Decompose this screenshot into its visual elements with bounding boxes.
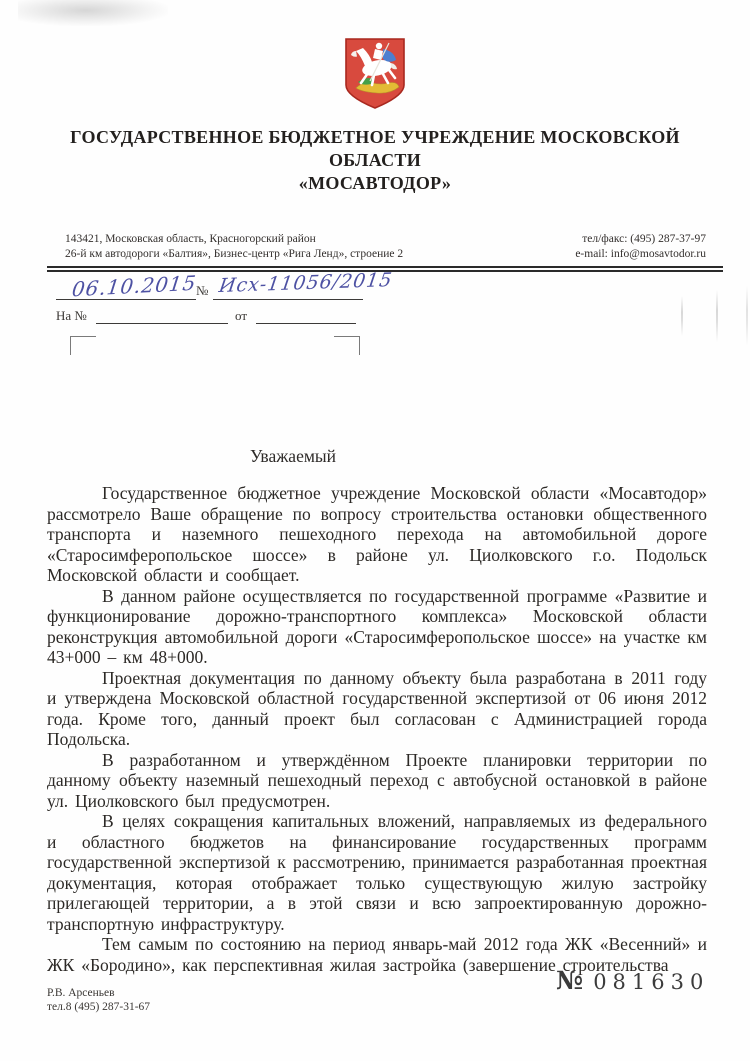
org-email: e-mail: info@mosavtodor.ru — [575, 248, 706, 260]
number-field-line — [213, 299, 363, 300]
org-address-line2: 26-й км автодороги «Балтия», Бизнес-центр «Рига Ленд», строение 2 — [65, 248, 404, 260]
paragraph-5: В целях сокращения капитальных вложений, направляемых из федерального и областного бюджетов на финансирование государственных программ государственной экспертизой к рассмотрению, принимается разработанная проектная документация, которая отображает только существующую жилую застройку прилегающей территории, а в этой связи и всю запроектированную дорожно-транспортную инфраструктуру. — [47, 811, 707, 934]
organization-title-line1: ГОСУДАРСТВЕННОЕ БЮДЖЕТНОЕ УЧРЕЖДЕНИЕ МОСКОВСКОЙ ОБЛАСТИ — [70, 127, 680, 170]
reply-to-number-label: На № — [56, 308, 87, 323]
executor-block — [47, 986, 150, 1014]
stamp-number-sign: № — [556, 966, 586, 995]
paragraph-6: Тем самым по состоянию на период январь-май 2012 года ЖК «Весенний» и ЖК «Бородино», как перспективная жилая застройка (завершение строительства — [47, 934, 707, 975]
date-field-line — [56, 299, 196, 300]
addressee-corner-mark-left — [70, 336, 96, 355]
paragraph-1: Государственное бюджетное учреждение Московской области «Мосавтодор» рассмотрело Ваше обращение по вопросу строительства остановки общественного транспорта и наземного пешеходного перехода на автомобильной дороге «Старосимферопольское шоссе» в районе ул. Циолковского г.о. Подольск Московской области и сообщает. — [47, 483, 707, 585]
number-sign-label: № — [196, 283, 209, 298]
paragraph-4: В разработанном и утверждённом Проекте планировки территории по данному объекту наземный пешеходный переход с автобусной остановкой в районе ул. Циолковского был предусмотрен. — [47, 749, 707, 811]
scan-smudge-artifact — [18, 0, 168, 26]
letter-body — [47, 483, 707, 975]
paragraph-2: В данном районе осуществляется по государственной программе «Развитие и функционирование дорожно-транспортного комплекса» Московской области реконструкция автомобильной дороги «Старосимферопольское шоссе» на участке км 43+000 – км 48+000. — [47, 585, 707, 667]
executor-phone: тел.8 (495) 287-31-67 — [47, 1001, 151, 1013]
reply-number-field-line — [96, 323, 228, 324]
reply-from-label: от — [235, 308, 248, 323]
executor-name: Р.В. Арсеньев — [47, 987, 115, 999]
handwritten-date: 06.10.2015 — [70, 270, 198, 302]
paragraph-3: Проектная документация по данному объекту была разработана в 2011 году и утверждена Московской областной государственной экспертизой от 06 июня 2012 года. Кроме того, данный проект был согласован с Администрацией города Подольска. — [47, 667, 707, 749]
organization-title — [25, 126, 725, 195]
registration-stamp-number — [556, 966, 709, 995]
salutation: Уважаемый — [250, 446, 337, 466]
org-address-block — [65, 232, 465, 262]
handwritten-outgoing-number: Исх-11056/2015 — [217, 268, 395, 298]
reply-date-field-line — [256, 323, 356, 324]
org-phone: тел/факс: (495) 287-37-97 — [582, 233, 706, 245]
scan-line-artifact — [716, 290, 718, 342]
scan-line-artifact — [746, 286, 748, 346]
moscow-oblast-coat-of-arms-icon — [343, 37, 407, 110]
addressee-corner-mark-right — [334, 336, 360, 355]
organization-title-line2: «МОСАВТОДОР» — [298, 173, 452, 193]
scan-line-artifact — [681, 296, 683, 336]
stamp-number-digits: 081630 — [593, 970, 710, 994]
org-address-line1: 143421, Московская область, Красногорский район — [65, 233, 316, 245]
org-contacts-block — [446, 232, 706, 262]
